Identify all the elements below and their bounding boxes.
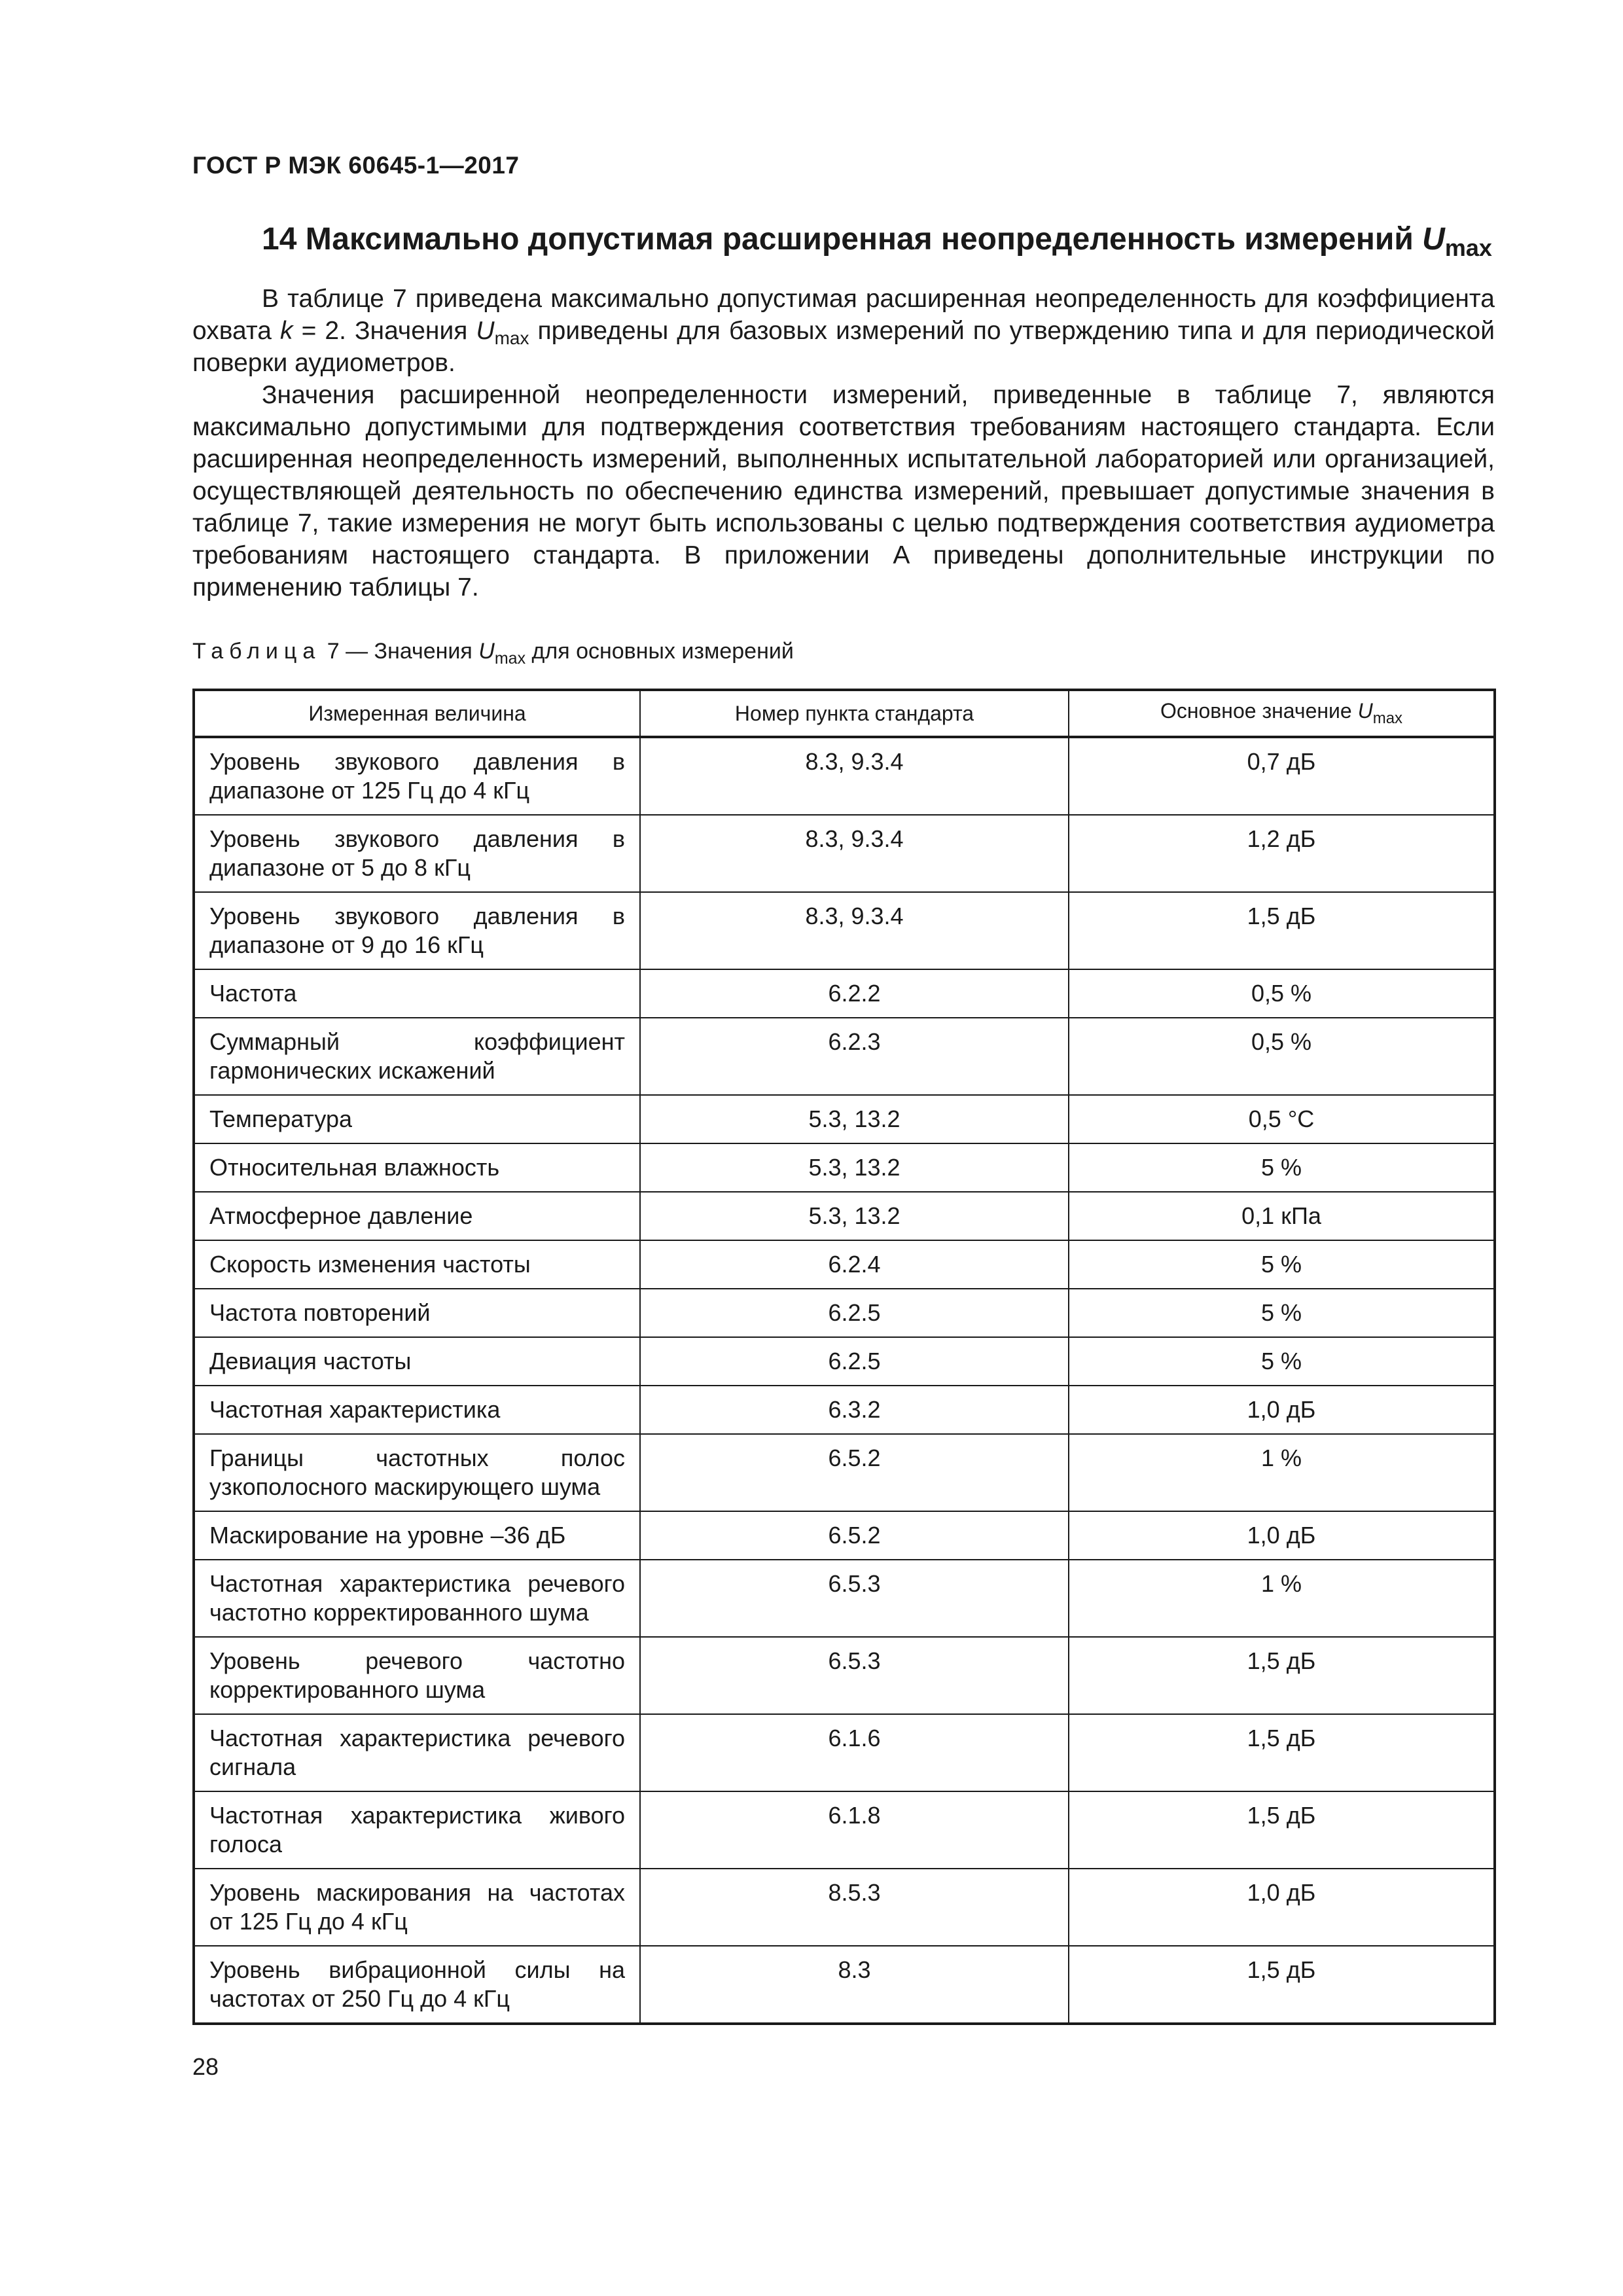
table-row xyxy=(194,737,1495,815)
column-header-clause: Номер пункта стандарта xyxy=(640,690,1069,737)
section-title xyxy=(262,221,1492,262)
cell-clause: 8.3, 9.3.4 xyxy=(640,815,1069,892)
cell-quantity: Уровень речевого частотно корректированного шума xyxy=(194,1637,640,1714)
cell-value: 0,5 °С xyxy=(1069,1095,1495,1143)
table-row xyxy=(194,1869,1495,1946)
table-caption-label: Таблица xyxy=(192,639,321,664)
cell-quantity: Уровень вибрационной силы на частотах от 250 Гц до 4 кГц xyxy=(194,1946,640,2024)
cell-value: 1,5 дБ xyxy=(1069,1791,1495,1869)
cell-clause: 6.2.2 xyxy=(640,969,1069,1018)
table-row xyxy=(194,1434,1495,1511)
table-body xyxy=(194,737,1495,2024)
page-number: 28 xyxy=(192,2053,219,2080)
cell-quantity: Частотная характеристика живого голоса xyxy=(194,1791,640,1869)
table-row xyxy=(194,1289,1495,1337)
cell-value: 5 % xyxy=(1069,1289,1495,1337)
cell-quantity: Частотная характеристика xyxy=(194,1386,640,1434)
cell-value: 1,0 дБ xyxy=(1069,1386,1495,1434)
cell-clause: 6.1.6 xyxy=(640,1714,1069,1791)
cell-quantity: Уровень маскирования на частотах от 125 Гц до 4 кГц xyxy=(194,1869,640,1946)
column-header-quantity: Измеренная величина xyxy=(194,690,640,737)
section-title-text: 14 Максимально допустимая расширенная неопределенность измерений xyxy=(262,222,1423,257)
paragraph-1 xyxy=(192,283,1495,379)
table-row xyxy=(194,815,1495,892)
cell-quantity: Частотная характеристика речевого частотно корректированного шума xyxy=(194,1560,640,1637)
cell-clause: 6.3.2 xyxy=(640,1386,1069,1434)
cell-quantity: Частотная характеристика речевого сигнала xyxy=(194,1714,640,1791)
cell-value: 1,5 дБ xyxy=(1069,1637,1495,1714)
table-row xyxy=(194,1337,1495,1386)
cell-quantity: Скорость изменения частоты xyxy=(194,1240,640,1289)
cell-quantity: Уровень звукового давления в диапазоне от 9 до 16 кГц xyxy=(194,892,640,969)
cell-clause: 5.3, 13.2 xyxy=(640,1192,1069,1240)
table-row xyxy=(194,1714,1495,1791)
table-caption xyxy=(192,639,794,668)
cell-clause: 5.3, 13.2 xyxy=(640,1095,1069,1143)
cell-value: 0,5 % xyxy=(1069,969,1495,1018)
cell-clause: 6.5.2 xyxy=(640,1434,1069,1511)
table-header-row xyxy=(194,690,1495,737)
table-caption-number: 7 — Значения xyxy=(321,639,479,664)
cell-value: 1 % xyxy=(1069,1434,1495,1511)
table-row xyxy=(194,1946,1495,2024)
table-row xyxy=(194,1192,1495,1240)
cell-value: 0,5 % xyxy=(1069,1018,1495,1095)
cell-value: 1,5 дБ xyxy=(1069,1946,1495,2024)
cell-clause: 6.5.3 xyxy=(640,1560,1069,1637)
table-row xyxy=(194,1143,1495,1192)
cell-quantity: Границы частотных полос узкополосного маскирующего шума xyxy=(194,1434,640,1511)
cell-quantity: Девиация частоты xyxy=(194,1337,640,1386)
table-row xyxy=(194,1791,1495,1869)
cell-value: 1,0 дБ xyxy=(1069,1511,1495,1560)
table-row xyxy=(194,1095,1495,1143)
cell-value: 0,1 кПа xyxy=(1069,1192,1495,1240)
cell-clause: 5.3, 13.2 xyxy=(640,1143,1069,1192)
table-row xyxy=(194,892,1495,969)
cell-clause: 6.2.4 xyxy=(640,1240,1069,1289)
column-header-value-text: Основное значение xyxy=(1160,699,1358,723)
table-caption-subscript: max xyxy=(494,649,526,668)
cell-clause: 6.2.5 xyxy=(640,1337,1069,1386)
cell-clause: 6.1.8 xyxy=(640,1791,1069,1869)
table-row xyxy=(194,1240,1495,1289)
cell-quantity: Уровень звукового давления в диапазоне от 125 Гц до 4 кГц xyxy=(194,737,640,815)
table-caption-tail: для основных измерений xyxy=(526,639,794,664)
umax-table xyxy=(192,689,1496,2025)
cell-quantity: Маскирование на уровне –36 дБ xyxy=(194,1511,640,1560)
section-title-subscript: max xyxy=(1444,234,1492,261)
cell-quantity: Частота xyxy=(194,969,640,1018)
paragraph-1-text-a: В таблице 7 приведена максимально допустимая расширенная неопределенность для коэффициента охвата xyxy=(192,285,1495,345)
column-header-umax-symbol: U xyxy=(1357,699,1373,723)
cell-clause: 6.5.2 xyxy=(640,1511,1069,1560)
table-row xyxy=(194,1560,1495,1637)
cell-clause: 6.5.3 xyxy=(640,1637,1069,1714)
cell-value: 5 % xyxy=(1069,1337,1495,1386)
paragraph-2: Значения расширенной неопределенности измерений, приведенные в таблице 7, являются максимально допустимыми для подтверждения соответствия требованиям настоящего стандарта. Если расширенная неопределенность измерений, выполненных испытательной лабораторией или организацией, осуществляющей деятельность по обеспечению единства измерений, превышает допустимые значения в таблице 7, такие измерения не могут быть использованы с целью подтверждения соответствия аудиометра требованиям настоящего стандарта. В приложении А приведены дополнительные инструкции по применению таблицы 7. xyxy=(192,381,1495,601)
document-header: ГОСТ Р МЭК 60645-1—2017 xyxy=(192,152,520,179)
cell-clause: 8.3, 9.3.4 xyxy=(640,737,1069,815)
table-row xyxy=(194,969,1495,1018)
cell-clause: 6.2.5 xyxy=(640,1289,1069,1337)
cell-value: 5 % xyxy=(1069,1143,1495,1192)
cell-quantity: Суммарный коэффициент гармонических искажений xyxy=(194,1018,640,1095)
paragraph-1-text-c: приведены для базовых измерений по утверждению типа и для периодической поверки аудиометров. xyxy=(192,317,1495,377)
coverage-factor-symbol: k xyxy=(280,317,293,345)
table-row xyxy=(194,1637,1495,1714)
table-caption-symbol: U xyxy=(478,639,495,664)
paragraph-1-text-b: = 2. Значения xyxy=(293,317,476,345)
column-header-umax-subscript: max xyxy=(1372,709,1403,727)
cell-value: 1,5 дБ xyxy=(1069,892,1495,969)
cell-quantity: Атмосферное давление xyxy=(194,1192,640,1240)
section-title-symbol: U xyxy=(1422,222,1445,257)
cell-clause: 8.5.3 xyxy=(640,1869,1069,1946)
column-header-value xyxy=(1069,690,1495,737)
cell-quantity: Уровень звукового давления в диапазоне от 5 до 8 кГц xyxy=(194,815,640,892)
table-row xyxy=(194,1018,1495,1095)
cell-quantity: Частота повторений xyxy=(194,1289,640,1337)
cell-value: 0,7 дБ xyxy=(1069,737,1495,815)
cell-quantity: Температура xyxy=(194,1095,640,1143)
umax-symbol: U xyxy=(476,317,495,345)
section-body xyxy=(192,283,1495,603)
cell-value: 1 % xyxy=(1069,1560,1495,1637)
cell-clause: 8.3 xyxy=(640,1946,1069,2024)
umax-subscript: max xyxy=(494,328,529,348)
cell-clause: 8.3, 9.3.4 xyxy=(640,892,1069,969)
cell-value: 1,0 дБ xyxy=(1069,1869,1495,1946)
cell-value: 1,5 дБ xyxy=(1069,1714,1495,1791)
cell-quantity: Относительная влажность xyxy=(194,1143,640,1192)
cell-clause: 6.2.3 xyxy=(640,1018,1069,1095)
cell-value: 1,2 дБ xyxy=(1069,815,1495,892)
table-row xyxy=(194,1386,1495,1434)
table-row xyxy=(194,1511,1495,1560)
cell-value: 5 % xyxy=(1069,1240,1495,1289)
